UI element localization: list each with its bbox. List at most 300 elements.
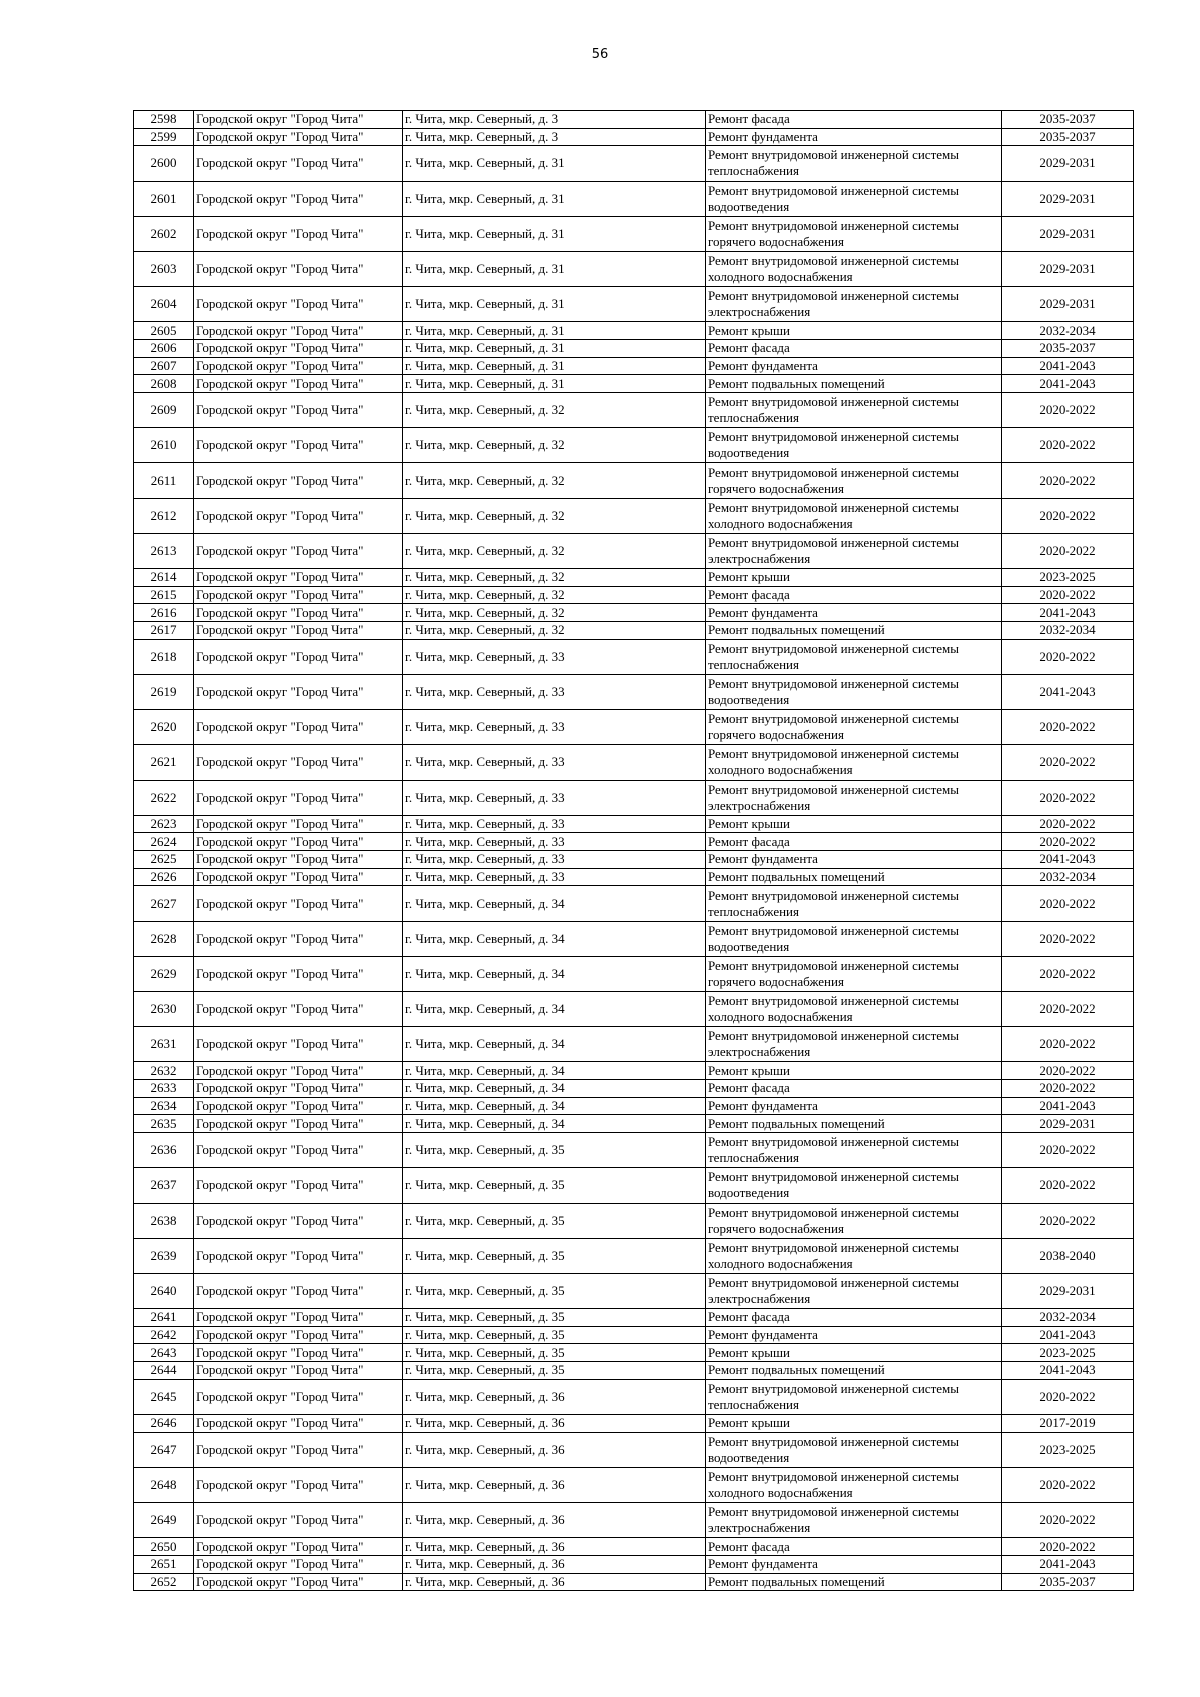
address-cell: г. Чита, мкр. Северный, д. 36 [403,1573,706,1591]
row-number-cell: 2645 [134,1379,194,1414]
table-row [134,1238,1134,1273]
municipality-cell: Городской округ "Город Чита" [194,1027,403,1062]
period-cell: 2023-2025 [1002,569,1134,587]
table-row [134,1168,1134,1203]
period-cell: 2020-2022 [1002,886,1134,921]
address-cell: г. Чита, мкр. Северный, д. 36 [403,1467,706,1502]
municipality-cell: Городской округ "Город Чита" [194,815,403,833]
row-number-cell: 2627 [134,886,194,921]
period-cell: 2038-2040 [1002,1238,1134,1273]
municipality-cell: Городской округ "Город Чита" [194,287,403,322]
period-cell: 2029-2031 [1002,287,1134,322]
table-row [134,1432,1134,1467]
table-row [134,622,1134,640]
address-cell: г. Чита, мкр. Северный, д. 3 [403,111,706,129]
work-type-cell: Ремонт подвальных помещений [706,868,1002,886]
municipality-cell: Городской округ "Город Чита" [194,745,403,780]
period-cell: 2020-2022 [1002,1467,1134,1502]
work-type-cell: Ремонт внутридомовой инженерной системы теплоснабжения [706,1379,1002,1414]
row-number-cell: 2607 [134,357,194,375]
table-row [134,287,1134,322]
work-type-cell: Ремонт фундамента [706,1326,1002,1344]
period-cell: 2029-2031 [1002,251,1134,286]
municipality-cell: Городской округ "Город Чита" [194,1273,403,1308]
row-number-cell: 2604 [134,287,194,322]
work-type-cell: Ремонт внутридомовой инженерной системы электроснабжения [706,287,1002,322]
table-row [134,639,1134,674]
work-type-cell: Ремонт подвальных помещений [706,1362,1002,1380]
row-number-cell: 2635 [134,1115,194,1133]
row-number-cell: 2649 [134,1503,194,1538]
municipality-cell: Городской округ "Город Чита" [194,1379,403,1414]
row-number-cell: 2606 [134,340,194,358]
period-cell: 2041-2043 [1002,604,1134,622]
municipality-cell: Городской округ "Город Чита" [194,1203,403,1238]
address-cell: г. Чита, мкр. Северный, д. 36 [403,1415,706,1433]
municipality-cell: Городской округ "Город Чита" [194,886,403,921]
row-number-cell: 2637 [134,1168,194,1203]
municipality-cell: Городской округ "Город Чита" [194,251,403,286]
municipality-cell: Городской округ "Город Чита" [194,780,403,815]
work-type-cell: Ремонт внутридомовой инженерной системы теплоснабжения [706,639,1002,674]
work-type-cell: Ремонт внутридомовой инженерной системы холодного водоснабжения [706,992,1002,1027]
municipality-cell: Городской округ "Город Чита" [194,375,403,393]
table-row [134,1080,1134,1098]
row-number-cell: 2646 [134,1415,194,1433]
address-cell: г. Чита, мкр. Северный, д. 36 [403,1432,706,1467]
work-type-cell: Ремонт подвальных помещений [706,375,1002,393]
work-type-cell: Ремонт внутридомовой инженерной системы электроснабжения [706,1027,1002,1062]
period-cell: 2035-2037 [1002,1573,1134,1591]
work-type-cell: Ремонт крыши [706,1415,1002,1433]
municipality-cell: Городской округ "Город Чита" [194,622,403,640]
work-type-cell: Ремонт крыши [706,569,1002,587]
period-cell: 2020-2022 [1002,1379,1134,1414]
table-row [134,463,1134,498]
address-cell: г. Чита, мкр. Северный, д. 32 [403,622,706,640]
period-cell: 2023-2025 [1002,1432,1134,1467]
table-row [134,674,1134,709]
municipality-cell: Городской округ "Город Чита" [194,1344,403,1362]
municipality-cell: Городской округ "Город Чита" [194,1467,403,1502]
address-cell: г. Чита, мкр. Северный, д. 35 [403,1326,706,1344]
row-number-cell: 2648 [134,1467,194,1502]
address-cell: г. Чита, мкр. Северный, д. 3 [403,128,706,146]
row-number-cell: 2603 [134,251,194,286]
table-row [134,393,1134,428]
address-cell: г. Чита, мкр. Северный, д. 32 [403,533,706,568]
work-type-cell: Ремонт внутридомовой инженерной системы горячего водоснабжения [706,216,1002,251]
work-type-cell: Ремонт фундамента [706,1097,1002,1115]
work-type-cell: Ремонт внутридомовой инженерной системы горячего водоснабжения [706,710,1002,745]
table-row [134,851,1134,869]
work-type-cell: Ремонт внутридомовой инженерной системы теплоснабжения [706,1133,1002,1168]
address-cell: г. Чита, мкр. Северный, д. 34 [403,1115,706,1133]
row-number-cell: 2618 [134,639,194,674]
work-type-cell: Ремонт внутридомовой инженерной системы теплоснабжения [706,393,1002,428]
work-type-cell: Ремонт крыши [706,322,1002,340]
table-row [134,1326,1134,1344]
row-number-cell: 2638 [134,1203,194,1238]
work-type-cell: Ремонт фасада [706,1309,1002,1327]
work-type-cell: Ремонт фундамента [706,851,1002,869]
table-row [134,569,1134,587]
municipality-cell: Городской округ "Город Чита" [194,1168,403,1203]
table-row [134,1379,1134,1414]
period-cell: 2020-2022 [1002,1538,1134,1556]
period-cell: 2035-2037 [1002,128,1134,146]
address-cell: г. Чита, мкр. Северный, д. 36 [403,1538,706,1556]
municipality-cell: Городской округ "Город Чита" [194,956,403,991]
row-number-cell: 2620 [134,710,194,745]
period-cell: 2020-2022 [1002,428,1134,463]
address-cell: г. Чита, мкр. Северный, д. 34 [403,921,706,956]
page-number: 56 [591,47,609,62]
work-type-cell: Ремонт внутридомовой инженерной системы водоотведения [706,181,1002,216]
work-type-cell: Ремонт подвальных помещений [706,622,1002,640]
municipality-cell: Городской округ "Город Чита" [194,216,403,251]
municipality-cell: Городской округ "Город Чита" [194,1062,403,1080]
period-cell: 2020-2022 [1002,1168,1134,1203]
address-cell: г. Чита, мкр. Северный, д. 35 [403,1273,706,1308]
address-cell: г. Чита, мкр. Северный, д. 32 [403,428,706,463]
period-cell: 2032-2034 [1002,868,1134,886]
period-cell: 2029-2031 [1002,181,1134,216]
municipality-cell: Городской округ "Город Чита" [194,1326,403,1344]
work-type-cell: Ремонт внутридомовой инженерной системы электроснабжения [706,1273,1002,1308]
row-number-cell: 2641 [134,1309,194,1327]
row-number-cell: 2623 [134,815,194,833]
table-row [134,128,1134,146]
row-number-cell: 2651 [134,1555,194,1573]
work-type-cell: Ремонт фасада [706,586,1002,604]
address-cell: г. Чита, мкр. Северный, д. 35 [403,1362,706,1380]
table-row [134,251,1134,286]
address-cell: г. Чита, мкр. Северный, д. 32 [403,604,706,622]
period-cell: 2020-2022 [1002,463,1134,498]
municipality-cell: Городской округ "Город Чита" [194,1115,403,1133]
table-row [134,533,1134,568]
address-cell: г. Чита, мкр. Северный, д. 31 [403,287,706,322]
address-cell: г. Чита, мкр. Северный, д. 33 [403,710,706,745]
work-type-cell: Ремонт подвальных помещений [706,1115,1002,1133]
municipality-cell: Городской округ "Город Чита" [194,428,403,463]
table-row [134,1538,1134,1556]
work-type-cell: Ремонт крыши [706,1062,1002,1080]
row-number-cell: 2628 [134,921,194,956]
address-cell: г. Чита, мкр. Северный, д. 33 [403,639,706,674]
address-cell: г. Чита, мкр. Северный, д. 31 [403,357,706,375]
row-number-cell: 2622 [134,780,194,815]
table-row [134,1097,1134,1115]
period-cell: 2041-2043 [1002,357,1134,375]
row-number-cell: 2615 [134,586,194,604]
period-cell: 2020-2022 [1002,780,1134,815]
address-cell: г. Чита, мкр. Северный, д. 33 [403,868,706,886]
address-cell: г. Чита, мкр. Северный, д. 33 [403,815,706,833]
row-number-cell: 2616 [134,604,194,622]
municipality-cell: Городской округ "Город Чита" [194,586,403,604]
table-row [134,604,1134,622]
address-cell: г. Чита, мкр. Северный, д. 32 [403,393,706,428]
work-type-cell: Ремонт крыши [706,1344,1002,1362]
table-row [134,181,1134,216]
period-cell: 2041-2043 [1002,1555,1134,1573]
table-row [134,1555,1134,1573]
table-row [134,1467,1134,1502]
address-cell: г. Чита, мкр. Северный, д. 32 [403,569,706,587]
period-cell: 2029-2031 [1002,1115,1134,1133]
period-cell: 2020-2022 [1002,639,1134,674]
work-type-cell: Ремонт фасада [706,833,1002,851]
work-type-cell: Ремонт фасада [706,111,1002,129]
period-cell: 2020-2022 [1002,533,1134,568]
table-row [134,1062,1134,1080]
address-cell: г. Чита, мкр. Северный, д. 32 [403,498,706,533]
table-body [134,111,1134,1591]
row-number-cell: 2612 [134,498,194,533]
row-number-cell: 2605 [134,322,194,340]
period-cell: 2041-2043 [1002,1097,1134,1115]
row-number-cell: 2614 [134,569,194,587]
address-cell: г. Чита, мкр. Северный, д. 34 [403,1027,706,1062]
municipality-cell: Городской округ "Город Чита" [194,710,403,745]
table-row [134,1573,1134,1591]
address-cell: г. Чита, мкр. Северный, д. 36 [403,1503,706,1538]
row-number-cell: 2601 [134,181,194,216]
address-cell: г. Чита, мкр. Северный, д. 31 [403,216,706,251]
table-row [134,921,1134,956]
municipality-cell: Городской округ "Город Чита" [194,533,403,568]
table-row [134,745,1134,780]
work-type-cell: Ремонт фундамента [706,604,1002,622]
address-cell: г. Чита, мкр. Северный, д. 35 [403,1344,706,1362]
work-type-cell: Ремонт внутридомовой инженерной системы электроснабжения [706,1503,1002,1538]
municipality-cell: Городской округ "Город Чита" [194,569,403,587]
address-cell: г. Чита, мкр. Северный, д. 35 [403,1203,706,1238]
period-cell: 2020-2022 [1002,1203,1134,1238]
row-number-cell: 2644 [134,1362,194,1380]
work-type-cell: Ремонт внутридомовой инженерной системы водоотведения [706,428,1002,463]
period-cell: 2020-2022 [1002,1027,1134,1062]
municipality-cell: Городской округ "Город Чита" [194,1133,403,1168]
municipality-cell: Городской округ "Город Чита" [194,340,403,358]
table-row [134,586,1134,604]
municipality-cell: Городской округ "Город Чита" [194,851,403,869]
period-cell: 2020-2022 [1002,921,1134,956]
row-number-cell: 2602 [134,216,194,251]
municipality-cell: Городской округ "Город Чита" [194,128,403,146]
municipality-cell: Городской округ "Город Чита" [194,1432,403,1467]
address-cell: г. Чита, мкр. Северный, д. 31 [403,181,706,216]
period-cell: 2029-2031 [1002,1273,1134,1308]
work-type-cell: Ремонт фасада [706,1080,1002,1098]
municipality-cell: Городской округ "Город Чита" [194,357,403,375]
work-type-cell: Ремонт внутридомовой инженерной системы водоотведения [706,1432,1002,1467]
address-cell: г. Чита, мкр. Северный, д. 33 [403,851,706,869]
table-row [134,1362,1134,1380]
table-row [134,1133,1134,1168]
municipality-cell: Городской округ "Город Чита" [194,674,403,709]
period-cell: 2035-2037 [1002,111,1134,129]
row-number-cell: 2633 [134,1080,194,1098]
period-cell: 2020-2022 [1002,815,1134,833]
municipality-cell: Городской округ "Город Чита" [194,1538,403,1556]
period-cell: 2035-2037 [1002,340,1134,358]
work-type-cell: Ремонт подвальных помещений [706,1573,1002,1591]
table-row [134,1273,1134,1308]
period-cell: 2020-2022 [1002,956,1134,991]
municipality-cell: Городской округ "Город Чита" [194,463,403,498]
row-number-cell: 2643 [134,1344,194,1362]
address-cell: г. Чита, мкр. Северный, д. 34 [403,886,706,921]
address-cell: г. Чита, мкр. Северный, д. 33 [403,745,706,780]
row-number-cell: 2629 [134,956,194,991]
table-row [134,815,1134,833]
work-type-cell: Ремонт фундамента [706,357,1002,375]
period-cell: 2041-2043 [1002,375,1134,393]
municipality-cell: Городской округ "Город Чита" [194,1362,403,1380]
row-number-cell: 2609 [134,393,194,428]
period-cell: 2020-2022 [1002,992,1134,1027]
work-type-cell: Ремонт фасада [706,1538,1002,1556]
period-cell: 2032-2034 [1002,322,1134,340]
period-cell: 2020-2022 [1002,498,1134,533]
address-cell: г. Чита, мкр. Северный, д. 31 [403,251,706,286]
row-number-cell: 2617 [134,622,194,640]
period-cell: 2020-2022 [1002,833,1134,851]
work-type-cell: Ремонт внутридомовой инженерной системы водоотведения [706,921,1002,956]
period-cell: 2041-2043 [1002,1326,1134,1344]
municipality-cell: Городской округ "Город Чита" [194,181,403,216]
period-cell: 2020-2022 [1002,1080,1134,1098]
table-row [134,780,1134,815]
address-cell: г. Чита, мкр. Северный, д. 34 [403,1062,706,1080]
address-cell: г. Чита, мкр. Северный, д. 32 [403,586,706,604]
work-type-cell: Ремонт внутридомовой инженерной системы горячего водоснабжения [706,463,1002,498]
address-cell: г. Чита, мкр. Северный, д. 32 [403,463,706,498]
municipality-cell: Городской округ "Город Чита" [194,1573,403,1591]
table-row [134,1415,1134,1433]
row-number-cell: 2624 [134,833,194,851]
row-number-cell: 2640 [134,1273,194,1308]
table-row [134,886,1134,921]
period-cell: 2020-2022 [1002,1062,1134,1080]
period-cell: 2017-2019 [1002,1415,1134,1433]
table-row [134,956,1134,991]
municipality-cell: Городской округ "Город Чита" [194,833,403,851]
row-number-cell: 2632 [134,1062,194,1080]
row-number-cell: 2599 [134,128,194,146]
period-cell: 2020-2022 [1002,710,1134,745]
table-row [134,1309,1134,1327]
address-cell: г. Чита, мкр. Северный, д. 34 [403,956,706,991]
work-type-cell: Ремонт крыши [706,815,1002,833]
table-row [134,216,1134,251]
work-type-cell: Ремонт фундамента [706,128,1002,146]
address-cell: г. Чита, мкр. Северный, д. 31 [403,146,706,181]
table-row [134,1344,1134,1362]
table-row [134,868,1134,886]
work-type-cell: Ремонт внутридомовой инженерной системы горячего водоснабжения [706,1203,1002,1238]
work-type-cell: Ремонт внутридомовой инженерной системы холодного водоснабжения [706,251,1002,286]
work-type-cell: Ремонт внутридомовой инженерной системы холодного водоснабжения [706,498,1002,533]
row-number-cell: 2625 [134,851,194,869]
table-row [134,710,1134,745]
municipality-cell: Городской округ "Город Чита" [194,639,403,674]
table-row [134,1115,1134,1133]
period-cell: 2041-2043 [1002,1362,1134,1380]
row-number-cell: 2613 [134,533,194,568]
work-type-cell: Ремонт внутридомовой инженерной системы горячего водоснабжения [706,956,1002,991]
address-cell: г. Чита, мкр. Северный, д. 31 [403,340,706,358]
table-row [134,992,1134,1027]
row-number-cell: 2598 [134,111,194,129]
municipality-cell: Городской округ "Город Чита" [194,1097,403,1115]
period-cell: 2029-2031 [1002,146,1134,181]
address-cell: г. Чита, мкр. Северный, д. 34 [403,1097,706,1115]
table-row [134,340,1134,358]
municipality-cell: Городской округ "Город Чита" [194,1503,403,1538]
municipality-cell: Городской округ "Город Чита" [194,1238,403,1273]
municipality-cell: Городской округ "Город Чита" [194,1309,403,1327]
row-number-cell: 2619 [134,674,194,709]
period-cell: 2020-2022 [1002,1503,1134,1538]
period-cell: 2023-2025 [1002,1344,1134,1362]
row-number-cell: 2600 [134,146,194,181]
municipality-cell: Городской округ "Город Чита" [194,1080,403,1098]
municipality-cell: Городской округ "Город Чита" [194,111,403,129]
repair-schedule-table [133,110,1134,1591]
work-type-cell: Ремонт внутридомовой инженерной системы электроснабжения [706,780,1002,815]
address-cell: г. Чита, мкр. Северный, д. 36 [403,1555,706,1573]
period-cell: 2020-2022 [1002,1133,1134,1168]
table-row [134,146,1134,181]
municipality-cell: Городской округ "Город Чита" [194,604,403,622]
address-cell: г. Чита, мкр. Северный, д. 33 [403,674,706,709]
address-cell: г. Чита, мкр. Северный, д. 35 [403,1168,706,1203]
row-number-cell: 2630 [134,992,194,1027]
row-number-cell: 2650 [134,1538,194,1556]
row-number-cell: 2610 [134,428,194,463]
row-number-cell: 2621 [134,745,194,780]
work-type-cell: Ремонт внутридомовой инженерной системы водоотведения [706,674,1002,709]
row-number-cell: 2636 [134,1133,194,1168]
municipality-cell: Городской округ "Город Чита" [194,992,403,1027]
work-type-cell: Ремонт внутридомовой инженерной системы теплоснабжения [706,146,1002,181]
period-cell: 2020-2022 [1002,393,1134,428]
address-cell: г. Чита, мкр. Северный, д. 31 [403,375,706,393]
work-type-cell: Ремонт фундамента [706,1555,1002,1573]
period-cell: 2029-2031 [1002,216,1134,251]
row-number-cell: 2608 [134,375,194,393]
row-number-cell: 2631 [134,1027,194,1062]
row-number-cell: 2611 [134,463,194,498]
row-number-cell: 2647 [134,1432,194,1467]
table-row [134,357,1134,375]
address-cell: г. Чита, мкр. Северный, д. 34 [403,1080,706,1098]
work-type-cell: Ремонт фасада [706,340,1002,358]
address-cell: г. Чита, мкр. Северный, д. 35 [403,1238,706,1273]
table-row [134,498,1134,533]
work-type-cell: Ремонт внутридомовой инженерной системы электроснабжения [706,533,1002,568]
work-type-cell: Ремонт внутридомовой инженерной системы холодного водоснабжения [706,1467,1002,1502]
address-cell: г. Чита, мкр. Северный, д. 31 [403,322,706,340]
period-cell: 2041-2043 [1002,674,1134,709]
row-number-cell: 2634 [134,1097,194,1115]
table-row [134,1203,1134,1238]
address-cell: г. Чита, мкр. Северный, д. 35 [403,1309,706,1327]
